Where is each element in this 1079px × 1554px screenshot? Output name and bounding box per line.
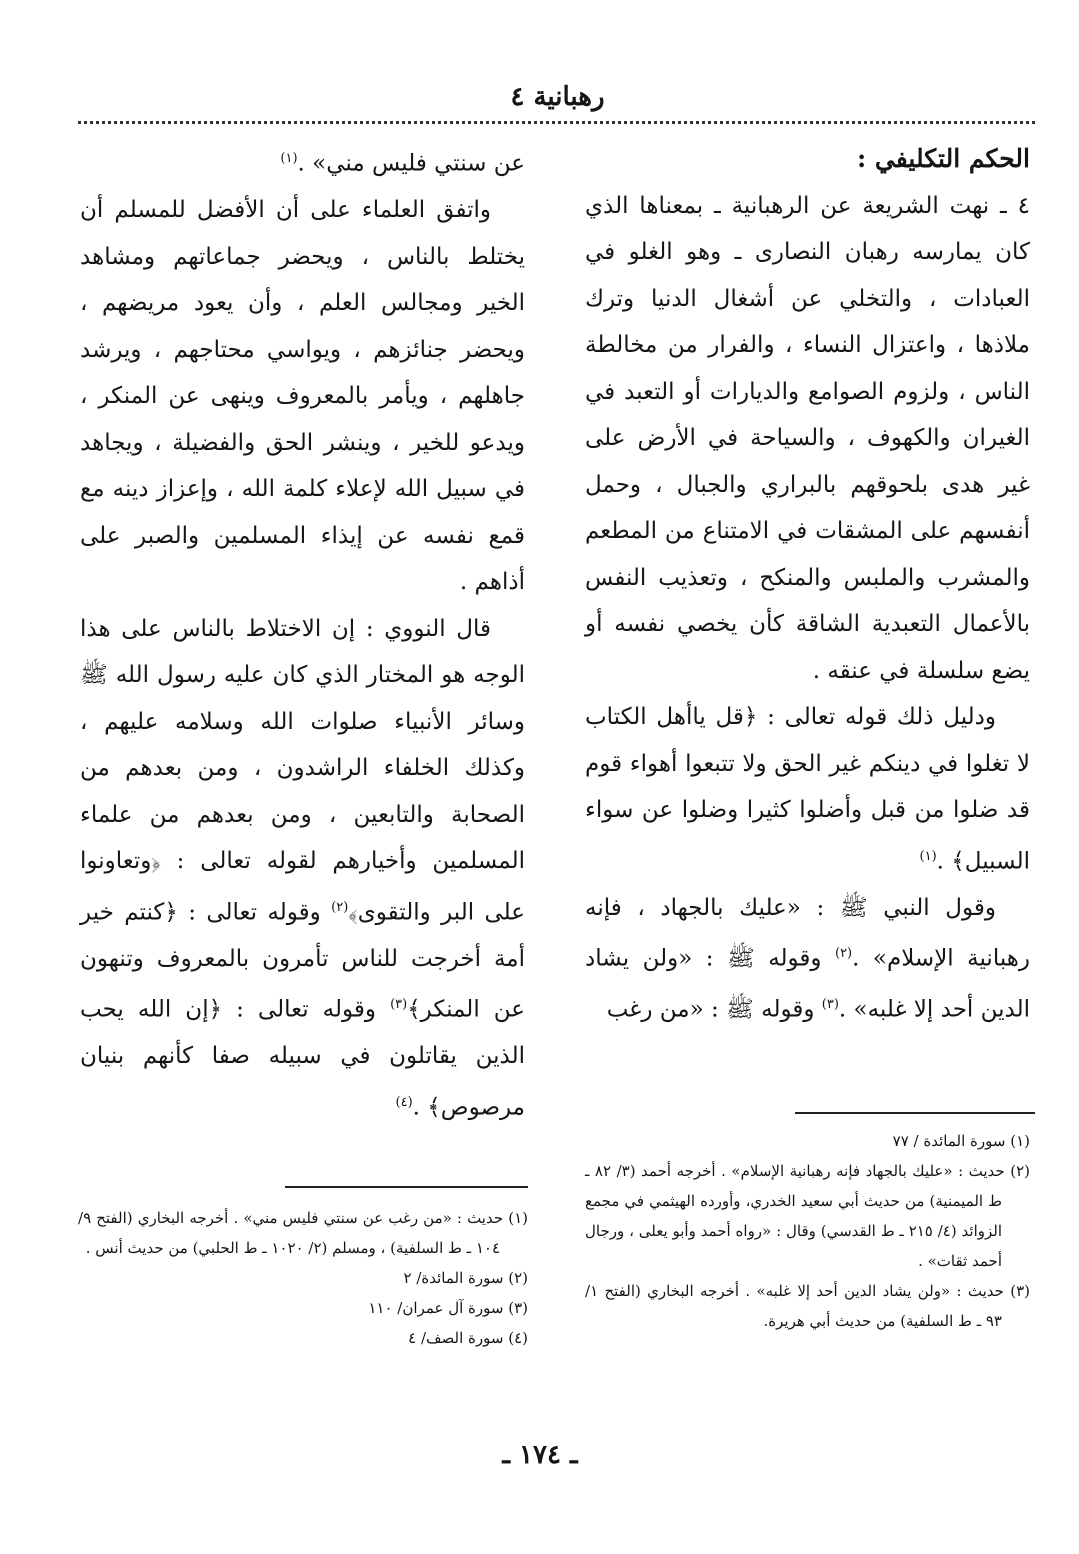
footnotes-right	[585, 1126, 1030, 1336]
paragraph-nawawi-text-b: وقوله تعالى : ﴿كنتم خير أمة أخرجت للناس تأمرون بالمعروف وتنهون عن المنكر﴾	[80, 899, 525, 1023]
footnote-item: (٢) حديث : «عليك بالجهاد فإنه رهبانية الإسلام» . أخرجه أحمد (٣/ ٨٢ ـ ط الميمنية) من حديث أبي سعيد الخدري، وأورده الهيثمي في مجمع الزوائد (٤/ ٢١٥ ـ ط القدسي) وقال : «رواه أحمد وأبو يعلى ، ورجال أحمد ثقات» .	[585, 1162, 1030, 1270]
footnote-ref[interactable]: (٣)	[390, 997, 408, 1013]
footnotes-left	[78, 1203, 528, 1353]
footnote-item: (٣) حديث : «ولن يشاد الدين أحد إلا غلبه» . أخرجه البخاري (الفتح ١/ ٩٣ ـ ط السلفية) من حديث أبي هريرة.	[585, 1282, 1030, 1330]
paragraph-evidence-text: ودليل ذلك قوله تعالى : ﴿قل ياأهل الكتاب لا تغلوا في دينكم غير الحق ولا تتبعوا أهواء قوم قد ضلوا من قبل وأضلوا كثيرا وضلوا عن سواء السبيل﴾ .	[585, 704, 1030, 875]
page-number: ـ ١٧٤ ـ	[502, 1440, 578, 1470]
footnote-ref[interactable]: (٤)	[395, 1094, 413, 1110]
paragraph-scholars: واتفق العلماء على أن الأفضل للمسلم أن يختلط بالناس ، ويحضر جماعاتهم ومشاهد الخير ومجالس العلم ، وأن يعود مريضهم ، ويحضر جنائزهم ، ويواسي محتاجهم ، ويرشد جاهلهم ، ويأمر بالمعروف وينهى عن المنكر ، ويدعو للخير ، وينشر الحق والفضيلة ، ويجاهد في سبيل الله لإعلاء كلمة الله ، وإعزاز دينه مع قمع نفسه عن إيذاء المسلمين والصبر على أذاهم .	[80, 197, 525, 596]
footnote-separator-left	[285, 1186, 528, 1188]
footnote-separator-right	[795, 1112, 1035, 1114]
footnote-ref[interactable]: (١)	[280, 151, 298, 166]
paragraph-ruling: ٤ ـ نهت الشريعة عن الرهبانية ـ بمعناها الذي كان يمارسه رهبان النصارى ـ وهو الغلو في العبادات ، والتخلي عن أشغال الدنيا وترك ملاذها ، واعتزال النساء ، والفرار من مخالطة الناس ، ولزوم الصوامع والديارات أو التعبد في الغيران والكهوف ، والسياحة في الأرض على غير هدى بلحوقهم بالبراري والجبال ، وحمل أنفسهم على المشقات في الامتناع من المطعم والمشرب والملبس والمنكح ، وتعذيب النفس بالأعمال التعبدية الشاقة كأن يخصي نفسه أو يضع سلسلة في عنقه .	[585, 192, 1030, 684]
right-column	[585, 136, 1030, 1033]
footnote-item: (٤) سورة الصف/ ٤	[408, 1329, 528, 1347]
section-heading: الحكم التكليفي :	[857, 144, 1030, 173]
footnote-ref[interactable]: (١)	[919, 848, 937, 864]
left-column	[80, 136, 525, 1131]
paragraph-nawawi-text-c: وقوله تعالى : ﴿إن الله يحب الذين يقاتلون في سبيله صفا كأنهم بنيان مرصوص﴾ .	[80, 996, 525, 1121]
paragraph-continuation	[80, 136, 525, 187]
paragraph-hadith-text-b: وقوله ﷺ : «ولن يشاد الدين أحد إلا غلبه» .	[585, 945, 1030, 1023]
paragraph-nawawi-text-a: قال النووي : إن الاختلاط بالناس على هذا الوجه هو المختار الذي كان عليه رسول الله ﷺ وسائر الأنبياء صلوات الله وسلامه عليهم ، وكذلك الخلفاء الراشدون ، ومن بعدهم من الصحابة والتابعين ، ومن بعدهم من علماء المسلمين وأخيارهم لقوله تعالى : ﴿وتعاونوا على البر والتقوى﴾	[80, 615, 525, 926]
paragraph-nawawi	[80, 606, 525, 1131]
header-dotted-rule	[78, 121, 1035, 124]
footnote-item: (٢) سورة المائدة/ ٢	[403, 1269, 528, 1287]
footnote-ref[interactable]: (٢)	[331, 899, 349, 915]
paragraph-hadith-text-a: وقول النبي ﷺ : «عليك بالجهاد ، فإنه رهبانية الإسلام» .	[585, 894, 1031, 972]
footnote-item: (١) حديث : «من رغب عن سنتي فليس مني» . أخرجه البخاري (الفتح ٩/ ١٠٤ ـ ط السلفية) ، ومسلم (٢/ ١٠٢٠ ـ ط الحلبي) من حديث أنس .	[78, 1209, 528, 1257]
footnote-item: (١) سورة المائدة / ٧٧	[892, 1132, 1030, 1150]
footnote-ref[interactable]: (٣)	[821, 997, 839, 1013]
paragraph-continuation-text: عن سنتي فليس مني» .	[297, 150, 525, 177]
paragraph-hadith	[585, 885, 1030, 1034]
running-header: رهبانية ٤	[510, 82, 605, 112]
paragraph-hadith-text-c: وقوله ﷺ : «من رغب	[606, 996, 815, 1023]
footnote-ref[interactable]: (٢)	[834, 946, 853, 962]
footnote-item: (٣) سورة آل عمران/ ١١٠	[368, 1299, 528, 1317]
paragraph-evidence	[585, 694, 1030, 885]
